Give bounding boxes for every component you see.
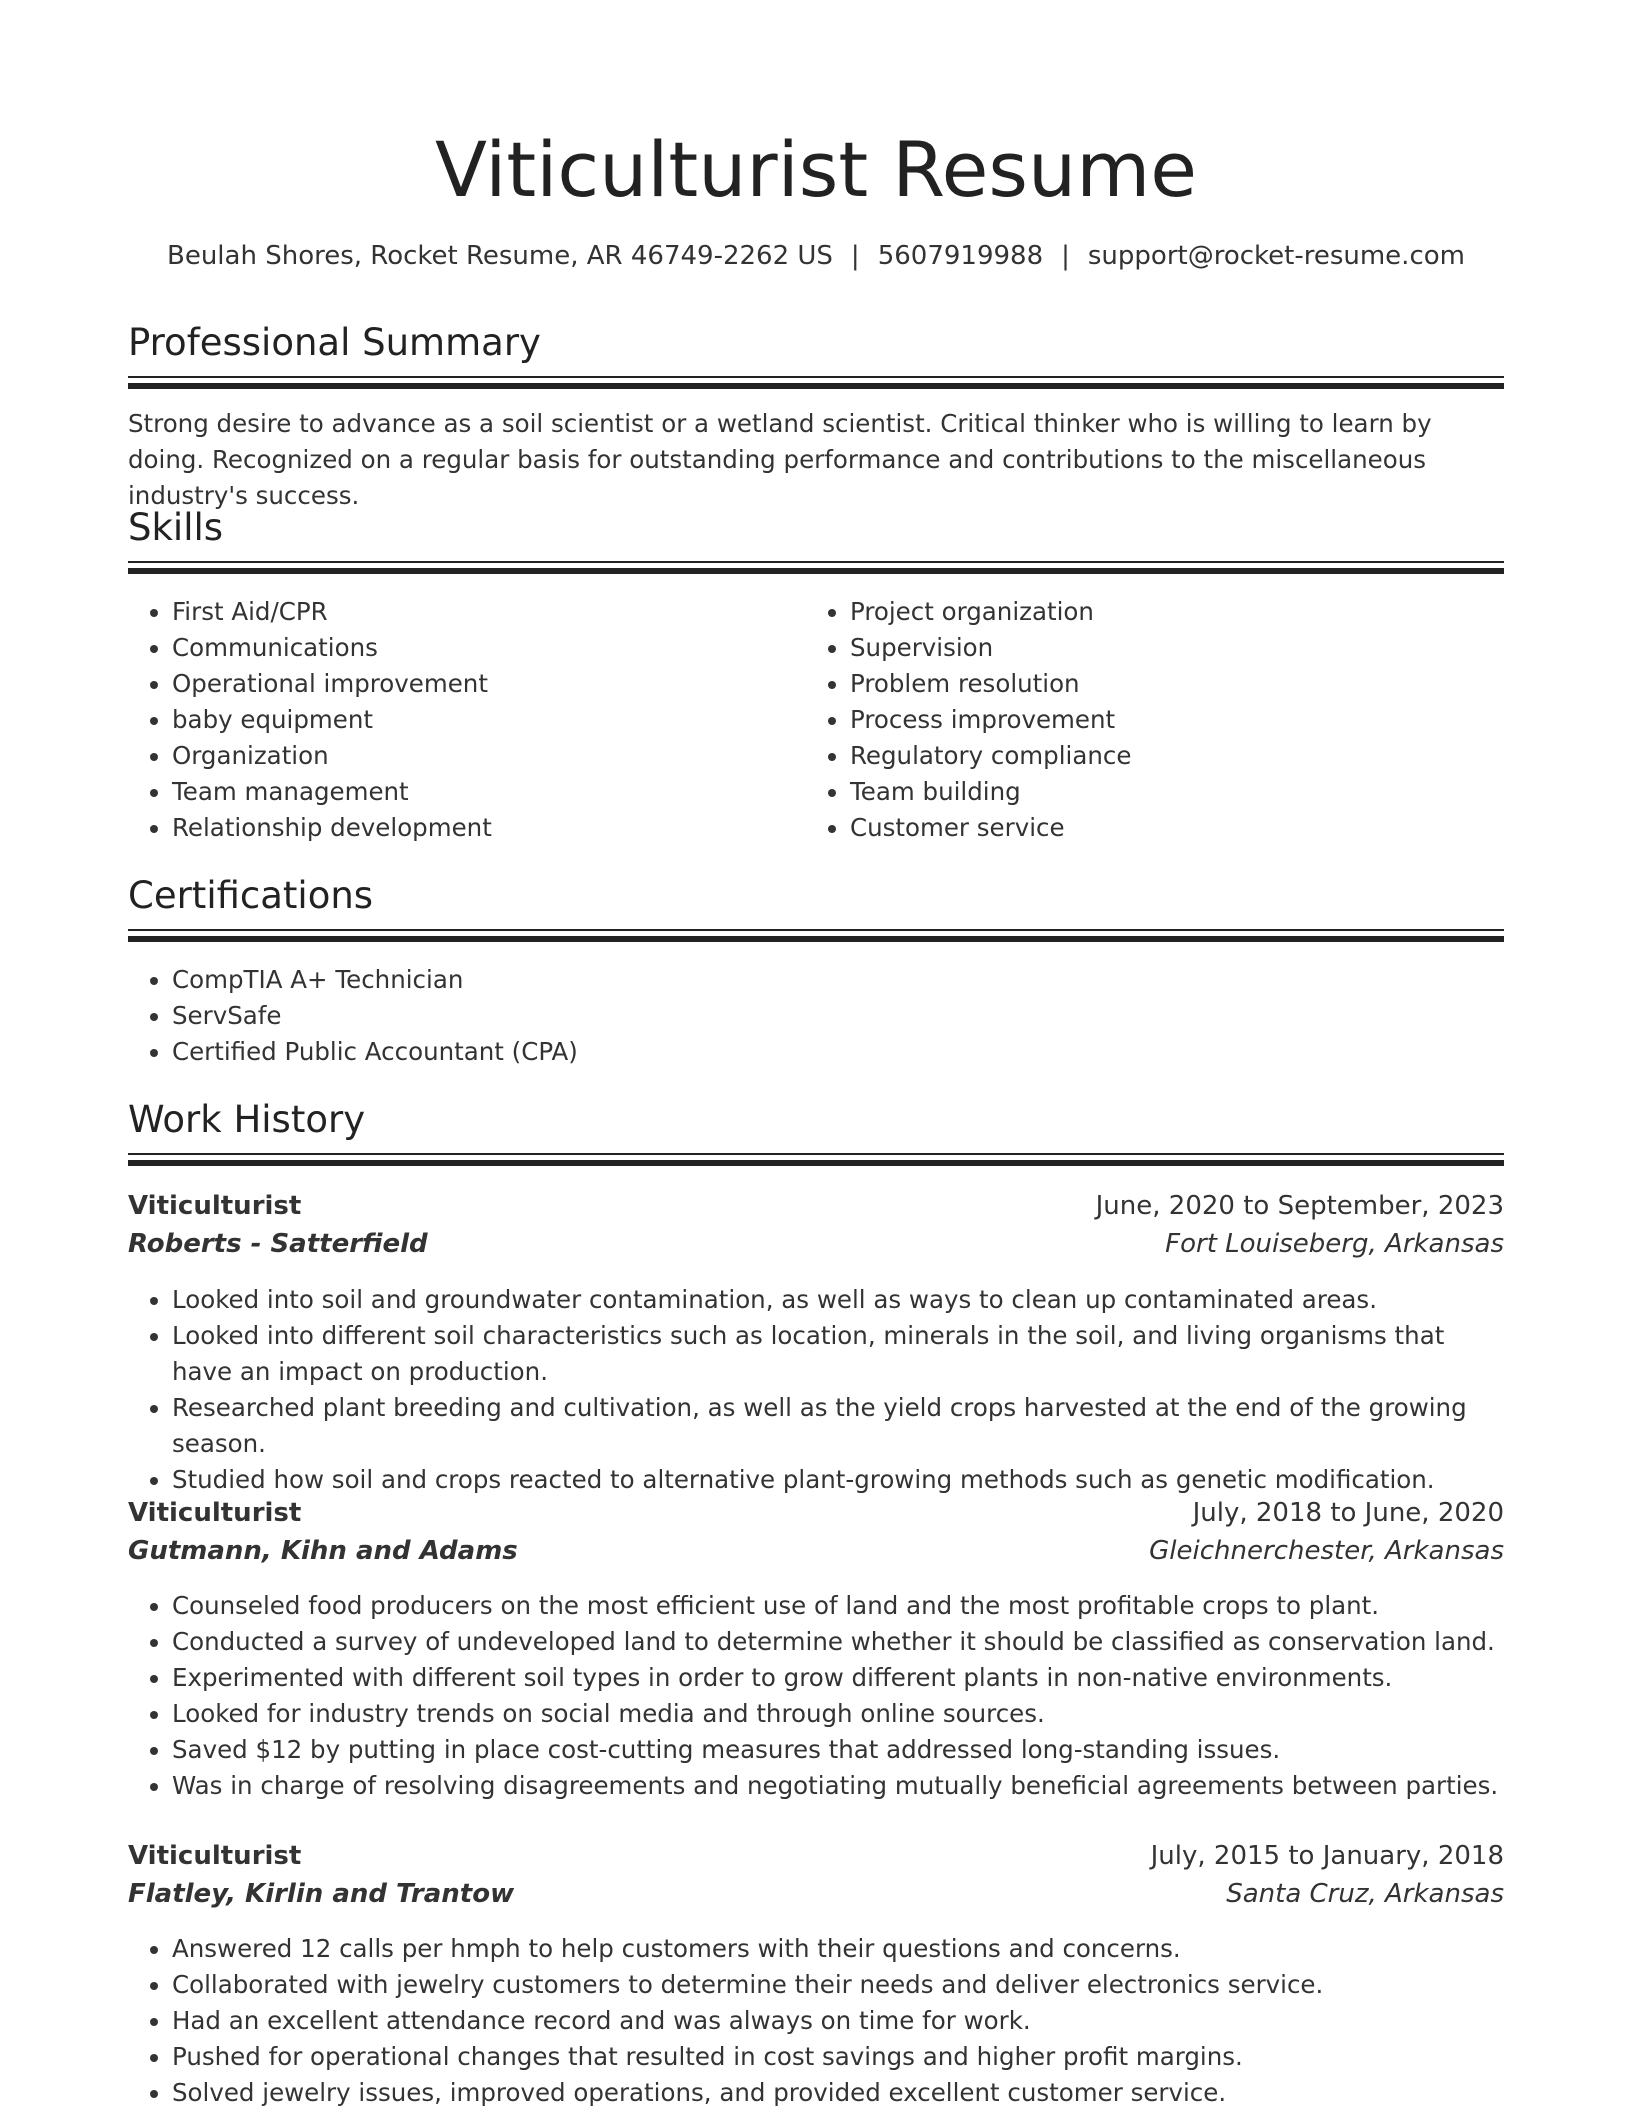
skill-item: • Team management <box>172 774 802 810</box>
skill-item: • First Aid/CPR <box>172 594 802 630</box>
certifications-heading: Certifications <box>128 874 374 917</box>
skill-item: • Organization <box>172 738 802 774</box>
job-duty-item: • Answered 12 calls per hmph to help customers with their questions and concerns. <box>172 1931 1512 1967</box>
job-subheader <box>128 1532 1504 1570</box>
skill-item: • Supervision <box>850 630 1510 666</box>
job-duty-item: • Researched plant breeding and cultivation, as well as the yield crops harvested at the end of the growing season. <box>172 1390 1512 1462</box>
job-location: Santa Cruz, Arkansas <box>1226 1879 1504 1909</box>
job-subheader <box>128 1875 1504 1913</box>
section-divider <box>128 929 1504 943</box>
job-duties-list <box>128 1282 1512 1498</box>
job-duty-item: • Pushed for operational changes that resulted in cost savings and higher profit margins. <box>172 2039 1512 2075</box>
contact-line <box>128 238 1504 274</box>
skill-item: • Relationship development <box>172 810 802 846</box>
contact-email[interactable]: support@rocket-resume.com <box>1087 241 1465 271</box>
job-company: Flatley, Kirlin and Trantow <box>128 1879 515 1909</box>
job-duty-item: • Solved jewelry issues, improved operations, and provided excellent customer service. <box>172 2075 1512 2111</box>
skill-item: • Process improvement <box>850 702 1510 738</box>
skill-item: • Communications <box>172 630 802 666</box>
skill-item: • baby equipment <box>172 702 802 738</box>
job-duties-list <box>128 1931 1512 2111</box>
section-divider <box>128 1153 1504 1167</box>
contact-phone: 5607919988 <box>877 241 1044 271</box>
section-divider <box>128 561 1504 575</box>
job-duty-item: • Studied how soil and crops reacted to alternative plant-growing methods such as genetic modification. <box>172 1462 1512 1498</box>
job-title: Viticulturist <box>128 1498 302 1528</box>
summary-text: Strong desire to advance as a soil scientist or a wetland scientist. Critical thinker who is willing to learn by doing. Recognized on a regular basis for outstanding performance and contributions to the miscellaneous industry's success. <box>128 409 1432 510</box>
job-duty-item: • Looked for industry trends on social media and through online sources. <box>172 1696 1512 1732</box>
job-duty-item: • Had an excellent attendance record and was always on time for work. <box>172 2003 1512 2039</box>
job-dates: June, 2020 to September, 2023 <box>1095 1191 1504 1221</box>
skills-heading: Skills <box>128 506 224 549</box>
certifications-list <box>128 962 1472 1070</box>
contact-separator: | <box>1061 241 1070 271</box>
skill-item: • Project organization <box>850 594 1510 630</box>
job-subheader <box>128 1225 1504 1263</box>
contact-separator: | <box>850 241 860 271</box>
job-dates: July, 2015 to January, 2018 <box>1150 1841 1504 1871</box>
certification-item: • CompTIA A+ Technician <box>172 962 1472 998</box>
skill-item: • Regulatory compliance <box>850 738 1510 774</box>
job-location: Gleichnerchester, Arkansas <box>1149 1536 1504 1566</box>
job-header <box>128 1837 1504 1875</box>
resume-title: Viticulturist Resume <box>434 125 1197 214</box>
job-company: Gutmann, Kihn and Adams <box>128 1536 518 1566</box>
job-duty-item: • Conducted a survey of undeveloped land to determine whether it should be classified as conservation land. <box>172 1624 1512 1660</box>
job-duties-list <box>128 1588 1512 1804</box>
certification-item: • Certified Public Accountant (CPA) <box>172 1034 1472 1070</box>
job-duty-item: • Saved $12 by putting in place cost-cutting measures that addressed long-standing issues. <box>172 1732 1512 1768</box>
section-divider <box>128 376 1504 390</box>
job-location: Fort Louiseberg, Arkansas <box>1165 1229 1504 1259</box>
summary-heading: Professional Summary <box>128 321 541 364</box>
skill-item: • Team building <box>850 774 1510 810</box>
job-duty-item: • Experimented with different soil types in order to grow different plants in non-native environments. <box>172 1660 1512 1696</box>
job-title: Viticulturist <box>128 1841 302 1871</box>
skills-list-right <box>806 594 1510 846</box>
job-duty-item: • Was in charge of resolving disagreements and negotiating mutually beneficial agreements between parties. <box>172 1768 1512 1804</box>
skill-item: • Customer service <box>850 810 1510 846</box>
job-header <box>128 1494 1504 1532</box>
job-title: Viticulturist <box>128 1191 302 1221</box>
skill-item: • Operational improvement <box>172 666 802 702</box>
job-duty-item: • Collaborated with jewelry customers to determine their needs and deliver electronics service. <box>172 1967 1512 2003</box>
work-history-heading: Work History <box>128 1098 366 1141</box>
job-dates: July, 2018 to June, 2020 <box>1192 1498 1504 1528</box>
job-header <box>128 1187 1504 1225</box>
skill-item: • Problem resolution <box>850 666 1510 702</box>
certification-item: • ServSafe <box>172 998 1472 1034</box>
skills-list-left <box>128 594 802 846</box>
job-company: Roberts - Satterfield <box>128 1229 428 1259</box>
contact-address: Beulah Shores, Rocket Resume, AR 46749-2262 US <box>167 241 833 271</box>
job-duty-item: • Counseled food producers on the most efficient use of land and the most profitable crops to plant. <box>172 1588 1512 1624</box>
job-duty-item: • Looked into soil and groundwater contamination, as well as ways to clean up contaminated areas. <box>172 1282 1512 1318</box>
job-duty-item: • Looked into different soil characteristics such as location, minerals in the soil, and living organisms that have an impact on production. <box>172 1318 1512 1390</box>
